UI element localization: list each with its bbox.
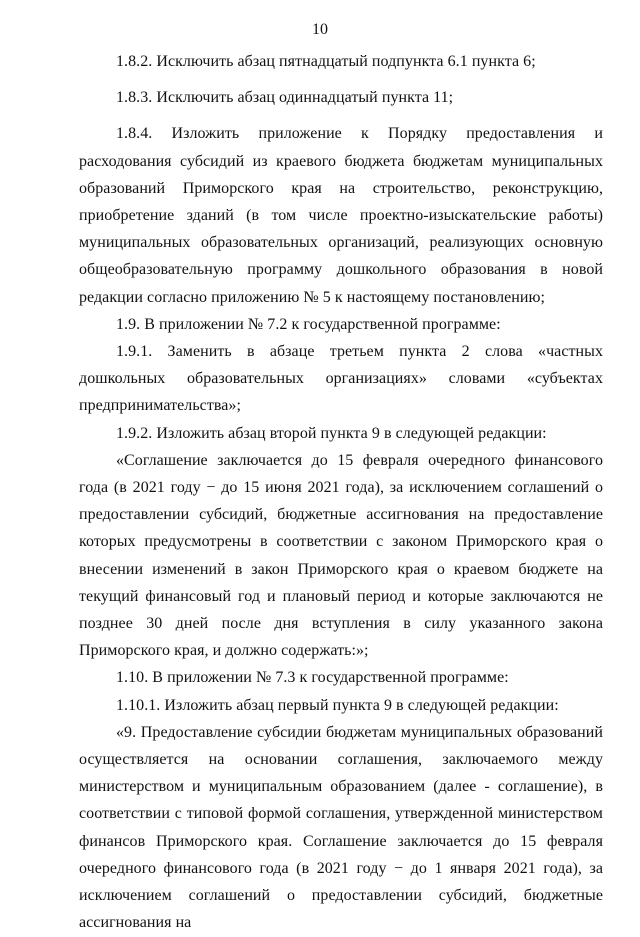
paragraph-1-10-1: 1.10.1. Изложить абзац первый пункта 9 в следующей редакции:	[116, 696, 559, 714]
paragraph-1-8-2: 1.8.2. Исключить абзац пятнадцатый подпункта 6.1 пункта 6;	[116, 53, 536, 70]
paragraph-1-8-3: 1.8.3. Исключить абзац одиннадцатый пункта 11;	[116, 89, 454, 107]
paragraph-1-9-1: 1.9.1. Заменить в абзаце третьем пункта 2 слова «частных дошкольных образовательных организациях» словами «субъектах предпринимательства»;	[79, 343, 603, 415]
paragraph-1-9: 1.9. В приложении № 7.2 к государственной программе:	[116, 315, 501, 333]
document-body	[79, 48, 603, 937]
paragraph-1-10: 1.10. В приложении № 7.3 к государственной программе:	[116, 669, 509, 687]
page-number: 10	[312, 21, 328, 38]
paragraph-1-8-4: 1.8.4. Изложить приложение к Порядку предоставления и расходования субсидий из краевого бюджета бюджетам муниципальных образований Приморского края на строительство, реконструкцию, приобретение зданий (в том числе проектно-изыскательские работы) муниципальных образовательных организаций, реализующих основную общеобразовательную программу дошкольного образования в новой редакции согласно приложению № 5 к настоящему постановлению;	[79, 125, 603, 306]
paragraph-1-9-2: 1.9.2. Изложить абзац второй пункта 9 в следующей редакции:	[116, 424, 547, 442]
paragraph-quote-agreement: «Соглашение заключается до 15 февраля очередного финансового года (в 2021 году − до 15 июня 2021 года), за исключением соглашений о предоставлении субсидий, бюджетные ассигнования на предоставление которых предусмотрены в соответствии с законом Приморского края о внесении изменений в закон Приморского края о краевом бюджете на текущий финансовый год и плановый период и которые заключаются не позднее 30 дней после дня вступления в силу указанного закона Приморского края, и должно содержать:»;	[79, 451, 603, 660]
paragraph-quote-item-9: «9. Предоставление субсидии бюджетам муниципальных образований осуществляется на основании соглашения, заключаемого между министерством и муниципальным образованием (далее - соглашение), в соответствии с типовой формой соглашения, утвержденной министерством финансов Приморского края. Соглашение заключается до 15 февраля очередного финансового года (в 2021 году − до 1 января 2021 года), за исключением соглашений о предоставлении субсидий, бюджетные ассигнования на	[79, 723, 603, 932]
